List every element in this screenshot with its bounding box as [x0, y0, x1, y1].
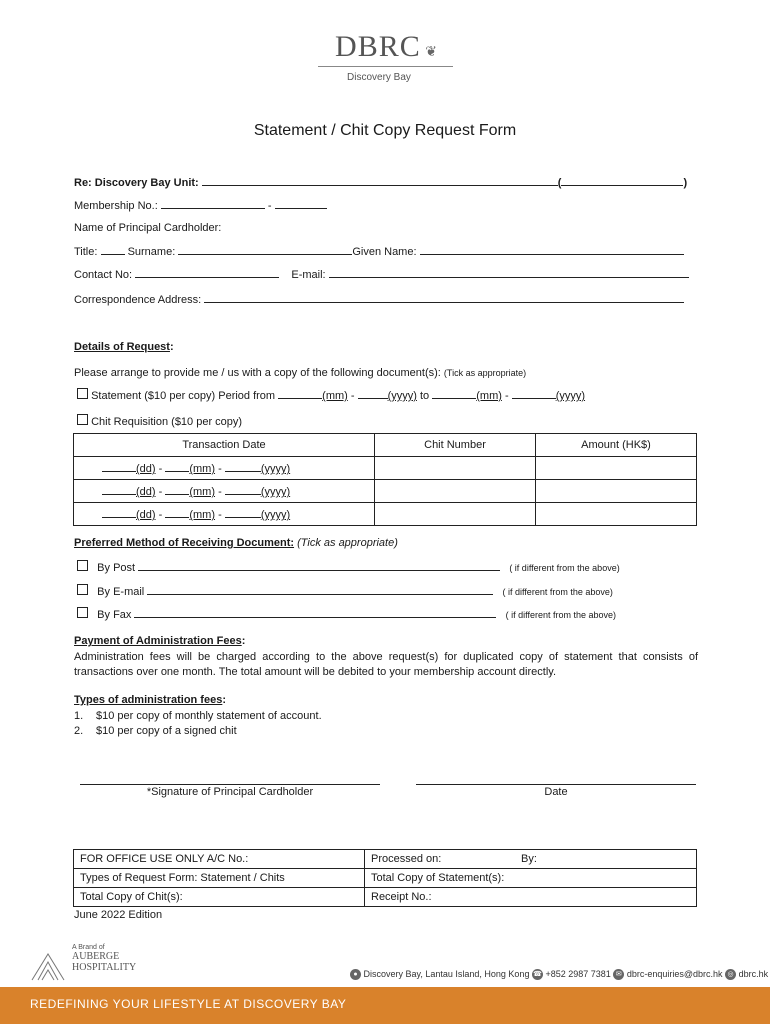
item-num: 2.	[74, 725, 84, 737]
chit-number-cell[interactable]	[375, 480, 536, 503]
mm-label: (mm)	[189, 486, 216, 498]
office-type-cell: Types of Request Form: Statement / Chits	[74, 869, 365, 888]
method-email-row	[77, 584, 717, 598]
mm-field[interactable]	[165, 484, 189, 495]
leaf-icon: ❦	[425, 43, 437, 59]
unit-field[interactable]	[202, 175, 558, 186]
footer-phone: +852 2987 7381	[545, 969, 611, 979]
contact-field[interactable]	[135, 267, 279, 278]
dash: -	[158, 509, 163, 521]
office-statement-count-cell: Total Copy of Statement(s):	[365, 869, 697, 888]
mm-label: (mm)	[476, 390, 502, 402]
post-checkbox[interactable]	[77, 560, 88, 571]
post-label: By Post	[97, 562, 136, 574]
from-yyyy-field[interactable]	[358, 388, 388, 399]
phone-icon: ☎	[533, 971, 542, 979]
office-processed-cell: Processed on:	[365, 850, 522, 869]
unit-label: Re: Discovery Bay Unit:	[74, 177, 199, 189]
method-heading	[74, 537, 398, 549]
email-delivery-field[interactable]	[147, 584, 493, 595]
to-label: to	[420, 390, 430, 402]
mm-label: (mm)	[322, 390, 348, 402]
membership-label: Membership No.:	[74, 200, 158, 212]
dd-field[interactable]	[102, 461, 136, 472]
yyyy-field[interactable]	[225, 461, 261, 472]
colon: :	[222, 694, 226, 706]
dash: -	[218, 486, 222, 498]
date-label: Date	[544, 786, 568, 798]
logo-swoosh	[318, 66, 453, 67]
yyyy-field[interactable]	[225, 507, 261, 518]
item-text: $10 per copy of a signed chit	[96, 725, 237, 737]
details-intro	[74, 367, 526, 379]
contact-label: Contact No:	[74, 269, 133, 281]
item-text: $10 per copy of monthly statement of account.	[96, 710, 322, 722]
payment-heading-text: Payment of Administration Fees	[74, 635, 242, 647]
chit-label: Chit Requisition ($10 per copy)	[91, 416, 243, 428]
dash: -	[218, 509, 222, 521]
mm-label: (mm)	[189, 509, 216, 521]
details-heading-text: Details of Request	[74, 341, 170, 353]
auberge-brand	[30, 944, 136, 973]
mm-field[interactable]	[165, 507, 189, 518]
address-field[interactable]	[204, 292, 684, 303]
dd-field[interactable]	[102, 507, 136, 518]
types-list	[74, 709, 322, 739]
chit-table-header	[74, 434, 697, 457]
amount-cell[interactable]	[536, 457, 697, 480]
payment-line-1: Administration fees will be charged according to the above request(s) for duplicated copy of statement that consists of	[74, 651, 698, 663]
office-ac-cell: FOR OFFICE USE ONLY A/C No.:	[74, 850, 365, 869]
method-heading-text: Preferred Method of Receiving Document:	[74, 537, 295, 549]
col-transaction-date: Transaction Date	[74, 434, 375, 457]
dash: -	[350, 390, 355, 402]
fax-note: ( if different from the above)	[505, 610, 617, 620]
office-use-table	[73, 849, 697, 907]
dash: -	[158, 463, 163, 475]
page-title: Statement / Chit Copy Request Form	[253, 122, 517, 139]
email-checkbox[interactable]	[77, 584, 88, 595]
date-cell[interactable]	[74, 457, 375, 480]
membership-row	[74, 198, 327, 212]
location-icon: ●	[350, 969, 361, 980]
intro-note: (Tick as appropriate)	[443, 368, 527, 378]
dash: -	[267, 200, 272, 212]
chit-number-cell[interactable]	[375, 503, 536, 526]
title-label: Title:	[74, 246, 98, 258]
statement-row	[77, 388, 585, 402]
contact-row	[74, 267, 689, 281]
table-row	[74, 503, 697, 526]
to-mm-field[interactable]	[432, 388, 476, 399]
dash: -	[158, 486, 163, 498]
dbrc-logo	[316, 30, 456, 64]
footer-address: Discovery Bay, Lantau Island, Hong Kong	[363, 969, 530, 979]
payment-line-2: transactions over one month. The total amount will be debited to your membership account directly.	[74, 666, 557, 678]
list-item	[74, 724, 322, 739]
item-num: 1.	[74, 710, 84, 722]
unit-row: Re: Discovery Bay Unit: ( )	[74, 177, 688, 189]
footer-social[interactable]: dbrc.hk	[738, 969, 769, 979]
method-note: (Tick as appropriate)	[297, 537, 398, 549]
instagram-icon: ◎	[725, 969, 736, 980]
table-row	[74, 850, 697, 869]
address-label: Correspondence Address:	[74, 294, 202, 306]
table-row	[74, 457, 697, 480]
dd-label: (dd)	[136, 486, 156, 498]
to-yyyy-field[interactable]	[512, 388, 556, 399]
mountain-icon	[30, 948, 70, 982]
statement-checkbox[interactable]	[77, 388, 88, 399]
email-label: E-mail:	[291, 269, 326, 281]
colon: :	[241, 635, 246, 647]
brand-line-2: HOSPITALITY	[72, 962, 137, 973]
dash: -	[504, 390, 509, 402]
fax-field[interactable]	[134, 607, 496, 618]
yyyy-label: (yyyy)	[555, 390, 586, 402]
edition-text: June 2022 Edition	[74, 909, 163, 921]
dd-field[interactable]	[102, 484, 136, 495]
details-heading	[74, 341, 174, 353]
col-chit-number: Chit Number	[375, 434, 536, 457]
chit-row	[77, 414, 242, 428]
logo-text: DBRC	[335, 30, 421, 63]
yyyy-label: (yyyy)	[387, 390, 417, 402]
dash: -	[218, 463, 222, 475]
yyyy-field[interactable]	[225, 484, 261, 495]
col-amount: Amount (HK$)	[536, 434, 697, 457]
mm-label: (mm)	[189, 463, 216, 475]
list-item	[74, 709, 322, 724]
dd-label: (dd)	[136, 463, 156, 475]
payment-text	[74, 650, 698, 680]
dd-label: (dd)	[136, 509, 156, 521]
post-field[interactable]	[138, 560, 500, 571]
mm-field[interactable]	[165, 461, 189, 472]
fax-label: By Fax	[97, 609, 132, 621]
office-chit-count-cell: Total Copy of Chit(s):	[74, 888, 365, 907]
chit-table	[73, 433, 697, 526]
table-row	[74, 869, 697, 888]
date-line[interactable]	[416, 784, 696, 785]
yyyy-label: (yyyy)	[260, 486, 291, 498]
yyyy-label: (yyyy)	[260, 509, 291, 521]
fax-checkbox[interactable]	[77, 607, 88, 618]
types-heading	[74, 694, 226, 706]
table-row	[74, 480, 697, 503]
mail-icon: ✉	[613, 969, 624, 980]
from-mm-field[interactable]	[278, 388, 322, 399]
office-receipt-cell: Receipt No.:	[365, 888, 697, 907]
types-heading-text: Types of administration fees	[74, 694, 223, 706]
date-cell[interactable]	[74, 503, 375, 526]
yyyy-label: (yyyy)	[260, 463, 291, 475]
contact-bar	[350, 969, 768, 980]
method-fax-row	[77, 607, 717, 621]
office-by-cell: By:	[521, 850, 697, 869]
membership-suffix-field[interactable]	[275, 198, 327, 209]
intro-text: Please arrange to provide me / us with a copy of the following document(s):	[74, 367, 441, 379]
principal-label: Name of Principal Cardholder:	[74, 222, 222, 234]
chit-number-cell[interactable]	[375, 457, 536, 480]
membership-field[interactable]	[161, 198, 265, 209]
email-option-label: By E-mail	[97, 586, 145, 598]
amount-cell[interactable]	[536, 503, 697, 526]
method-post-row	[77, 560, 717, 574]
brand-line-1: AUBERGE	[72, 951, 120, 962]
table-row	[74, 888, 697, 907]
amount-cell[interactable]	[536, 480, 697, 503]
statement-label: Statement ($10 per copy) Period from	[91, 390, 276, 402]
given-label: Given Name:	[352, 246, 417, 258]
unit-extra-field[interactable]	[561, 175, 683, 186]
title-field[interactable]	[101, 244, 125, 255]
footer-tagline: REDEFINING YOUR LIFESTYLE AT DISCOVERY BAY	[30, 997, 347, 1011]
surname-label: Surname:	[127, 246, 176, 258]
address-row	[74, 292, 684, 306]
brand-of-text: A Brand of	[72, 944, 105, 951]
signature-line[interactable]	[80, 784, 380, 785]
payment-heading	[74, 635, 245, 647]
logo-subtitle: Discovery Bay	[347, 72, 411, 83]
given-field[interactable]	[420, 244, 684, 255]
chit-checkbox[interactable]	[77, 414, 88, 425]
post-note: ( if different from the above)	[509, 563, 620, 573]
signature-label: *Signature of Principal Cardholder	[146, 786, 314, 798]
email-field[interactable]	[329, 267, 689, 278]
colon: :	[169, 341, 174, 353]
email-note: ( if different from the above)	[502, 587, 613, 597]
name-row	[74, 244, 714, 258]
footer-email[interactable]: dbrc-enquiries@dbrc.hk	[626, 969, 723, 979]
surname-field[interactable]	[178, 244, 352, 255]
date-cell[interactable]	[74, 480, 375, 503]
